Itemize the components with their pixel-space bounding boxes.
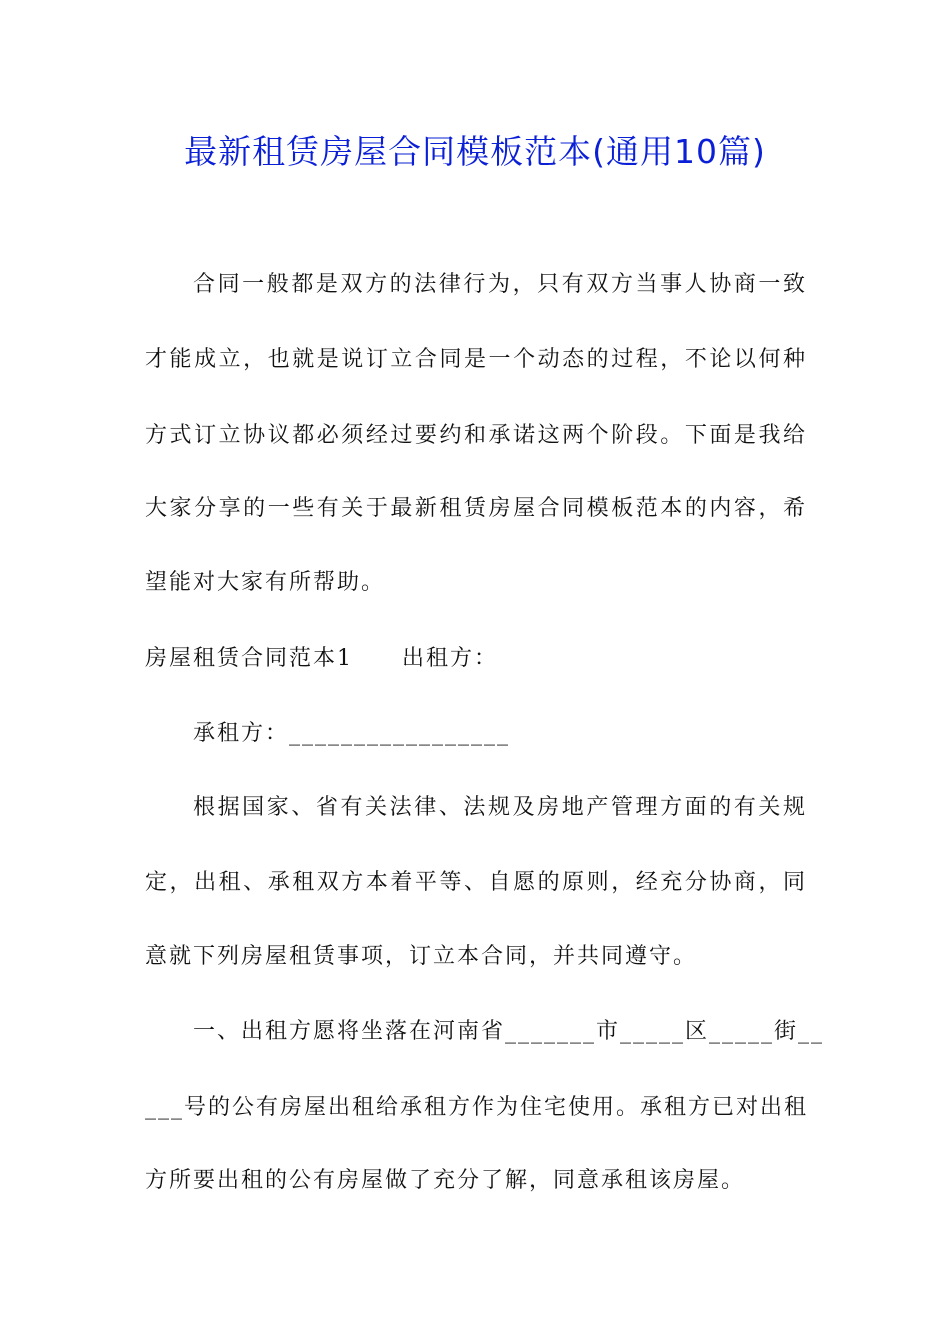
lessee-line: 承租方：_________________ bbox=[193, 721, 511, 746]
preamble-line-3: 意就下列房屋租赁事项，订立本合同，并共同遵守。 bbox=[145, 944, 698, 969]
intro-line-2: 才能成立，也就是说订立合同是一个动态的过程，不论以何种 bbox=[145, 347, 807, 372]
clause1-line-2: ___号的公有房屋出租给承租方作为住宅使用。承租方已对出租 bbox=[145, 1095, 809, 1120]
intro-line-5: 望能对大家有所帮助。 bbox=[145, 570, 386, 595]
lessor-label: 出租方： bbox=[402, 646, 499, 671]
section-heading: 房屋租赁合同范本1 bbox=[145, 646, 353, 671]
intro-line-1: 合同一般都是双方的法律行为，只有双方当事人协商一致 bbox=[193, 272, 807, 297]
document-title: 最新租赁房屋合同模板范本(通用10篇) bbox=[184, 132, 766, 171]
preamble-line-1: 根据国家、省有关法律、法规及房地产管理方面的有关规 bbox=[193, 795, 807, 820]
clause1-line-1: 一、出租方愿将坐落在河南省_______市_____区_____街__ bbox=[193, 1019, 825, 1044]
clause1-line-3: 方所要出租的公有房屋做了充分了解，同意承租该房屋。 bbox=[145, 1168, 746, 1193]
intro-line-3: 方式订立协议都必须经过要约和承诺这两个阶段。下面是我给 bbox=[145, 423, 807, 448]
intro-line-4: 大家分享的一些有关于最新租赁房屋合同模板范本的内容，希 bbox=[145, 496, 807, 521]
preamble-line-2: 定，出租、承租双方本着平等、自愿的原则，经充分协商，同 bbox=[145, 870, 807, 895]
